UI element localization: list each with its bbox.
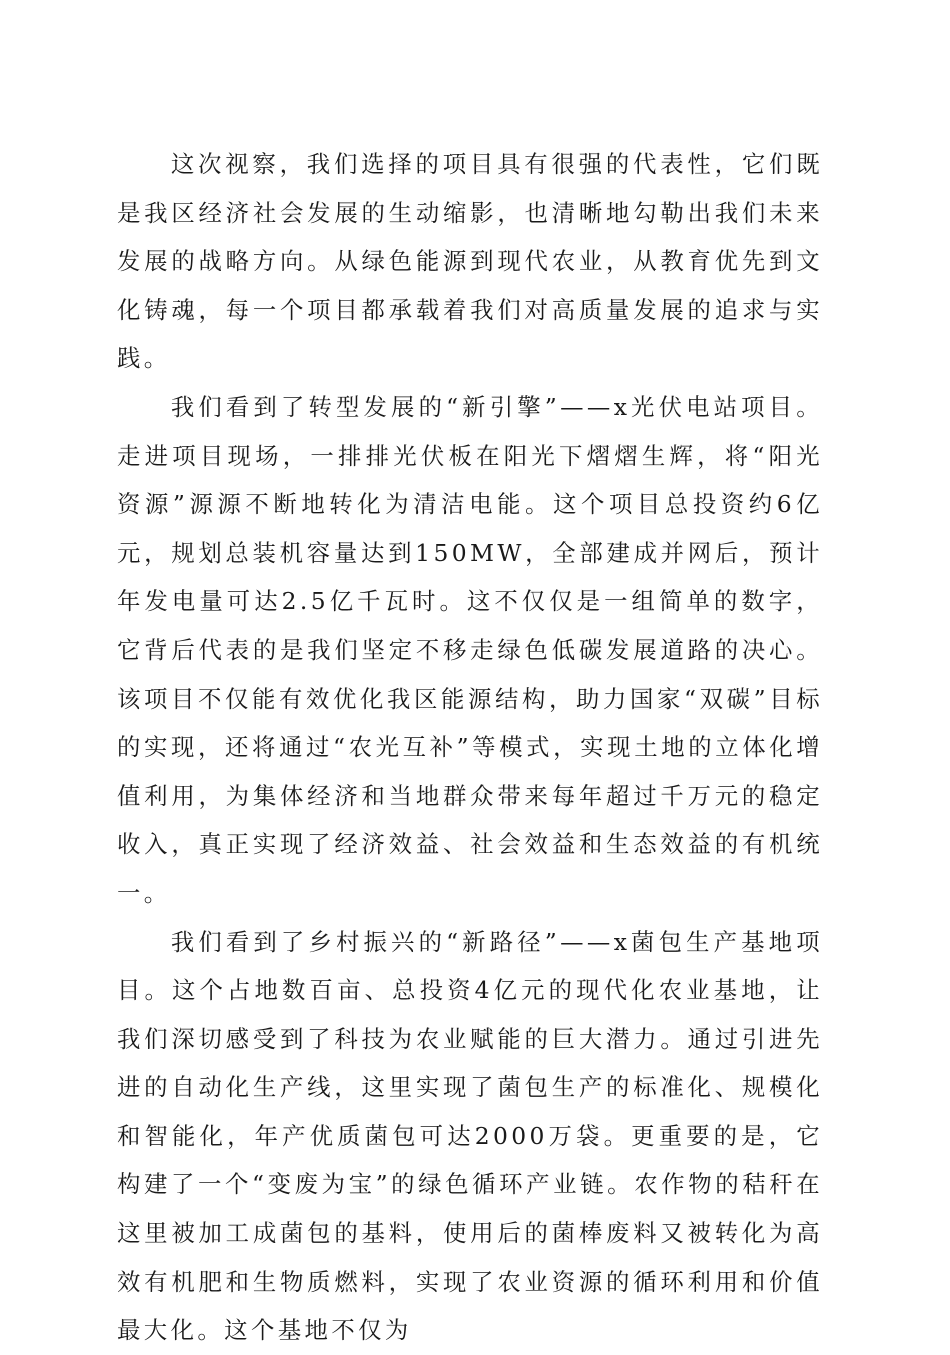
paragraph-inspection-overview: 这次视察，我们选择的项目具有很强的代表性，它们既是我区经济社会发展的生动缩影，也清晰地勾勒出我们未来发展的战略方向。从绿色能源到现代农业，从教育优先到文化铸魂，每一个项目都承载着我们对高质量发展的追求与实践。: [117, 150, 823, 373]
body-text: [117, 140, 823, 1355]
paragraph-solar-project: 我们看到了转型发展的“新引擎”——x光伏电站项目。走进项目现场，一排排光伏板在阳光下熠熠生辉，将“阳光资源”源源不断地转化为清洁电能。这个项目总投资约6亿元，规划总装机容量达到150MW，全部建成并网后，预计年发电量可达2.5亿千瓦时。这不仅仅是一组简单的数字，它背后代表的是我们坚定不移走绿色低碳发展道路的决心。该项目不仅能有效优化我区能源结构，助力国家“双碳”目标的实现，还将通过“农光互补”等模式，实现土地的立体化增值利用，为集体经济和当地群众带来每年超过千万元的稳定收入，真正实现了经济效益、社会效益和生态效益的有机统一。: [117, 392, 823, 907]
paragraph-mushroom-base: 我们看到了乡村振兴的“新路径”——x菌包生产基地项目。这个占地数百亩、总投资4亿元的现代化农业基地，让我们深切感受到了科技为农业赋能的巨大潜力。通过引进先进的自动化生产线，这里实现了菌包生产的标准化、规模化和智能化，年产优质菌包可达2000万袋。更重要的是，它构建了一个“变废为宝”的绿色循环产业链。农作物的秸秆在这里被加工成菌包的基料，使用后的菌棒废料又被转化为高效有机肥和生物质燃料，实现了农业资源的循环利用和价值最大化。这个基地不仅为: [117, 927, 823, 1345]
